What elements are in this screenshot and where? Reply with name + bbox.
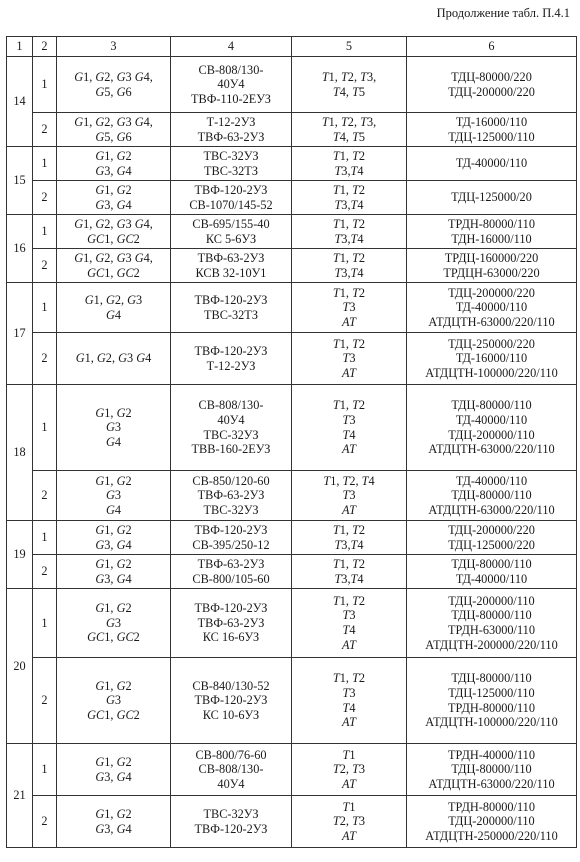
table-row [7,333,577,385]
variant-number-cell: 1 [33,589,57,658]
transformers-cell: T1, T2 T3 T4 AT [292,658,407,744]
header-cell: 5 [292,37,407,57]
variant-number-cell: 2 [33,796,57,848]
transformers-cell: T1 T2, T3 AT [292,744,407,796]
table-row [7,521,577,555]
generator-types-cell: ТВФ-63-2УЗ КСВ 32-10У1 [171,249,292,283]
variant-number-cell: 2 [33,555,57,589]
generator-types-cell: СВ-695/155-40 КС 5-6УЗ [171,215,292,249]
generator-types-cell: ТВФ-120-2УЗ ТВС-32ТЗ [171,283,292,333]
variant-number-cell: 2 [33,181,57,215]
transformer-models-cell: ТДЦ-80000/220 ТДЦ-200000/220 [407,57,577,113]
generator-types-cell: СВ-808/130- 40У4 ТВФ-110-2ЕУЗ [171,57,292,113]
variant-number-cell: 2 [33,658,57,744]
generators-cell: G1, G2, G3 G4 [57,333,171,385]
table-row [7,249,577,283]
generator-types-cell: Т-12-2УЗ ТВФ-63-2УЗ [171,113,292,147]
table-row [7,471,577,521]
generators-cell: G1, G2, G3 G4, G5, G6 [57,57,171,113]
scheme-number-cell: 21 [7,744,33,848]
transformer-models-cell: ТРДН-40000/110 ТДЦ-80000/110 АТДЦТН-63000/220/110 [407,744,577,796]
table-row [7,796,577,848]
transformers-cell: T1, T2 T3,T4 [292,249,407,283]
transformers-cell: T1, T2, T4 T3 AT [292,471,407,521]
generator-types-cell: СВ-800/76-60 СВ-808/130- 40У4 [171,744,292,796]
scheme-number-cell: 17 [7,283,33,385]
header-cell: 6 [407,37,577,57]
generators-cell: G1, G2, G3 G4, G5, G6 [57,113,171,147]
generators-cell: G1, G2 G3 G4 [57,385,171,471]
transformer-models-cell: ТД-40000/110 [407,147,577,181]
variant-number-cell: 1 [33,744,57,796]
transformer-models-cell: ТДЦ-250000/220 ТД-16000/110 АТДЦТН-100000/220/110 [407,333,577,385]
table-row [7,658,577,744]
transformers-cell: T1, T2 T3,T4 [292,181,407,215]
variant-number-cell: 2 [33,471,57,521]
generator-types-cell: ТВС-32УЗ ТВС-32ТЗ [171,147,292,181]
table-row [7,589,577,658]
transformer-models-cell: ТДЦ-80000/110 ТДЦ-125000/110 ТРДН-80000/110 АТДЦТН-100000/220/110 [407,658,577,744]
generators-cell: G1, G2 G3, G4 [57,181,171,215]
header-cell: 2 [33,37,57,57]
generator-types-cell: СВ-808/130- 40У4 ТВС-32УЗ ТВВ-160-2ЕУЗ [171,385,292,471]
table-row [7,744,577,796]
transformers-cell: T1, T2 T3,T4 [292,521,407,555]
table-row [7,215,577,249]
transformer-models-cell: ТДЦ-200000/110 ТДЦ-80000/110 ТРДН-63000/110 АТДЦТН-200000/220/110 [407,589,577,658]
table-caption: Продолжение табл. П.4.1 [436,6,570,20]
scheme-number-cell: 18 [7,385,33,521]
header-cell: 1 [7,37,33,57]
transformer-models-cell: ТДЦ-125000/20 [407,181,577,215]
generators-cell: G1, G2 G3 G4 [57,471,171,521]
variant-number-cell: 1 [33,283,57,333]
data-table [6,36,577,848]
transformer-models-cell: ТД-16000/110 ТДЦ-125000/110 [407,113,577,147]
generators-cell: G1, G2, G3 G4, GC1, GC2 [57,249,171,283]
variant-number-cell: 2 [33,333,57,385]
variant-number-cell: 1 [33,147,57,181]
variant-number-cell: 2 [33,249,57,283]
table-row [7,283,577,333]
scheme-number-cell: 19 [7,521,33,589]
table-body [7,37,577,848]
table-row [7,555,577,589]
generator-types-cell: ТВС-32УЗ ТВФ-120-2УЗ [171,796,292,848]
generator-types-cell: ТВФ-63-2УЗ СВ-800/105-60 [171,555,292,589]
transformer-models-cell: ТДЦ-80000/110 ТД-40000/110 ТДЦ-200000/110 АТДЦТН-63000/220/110 [407,385,577,471]
generators-cell: G1, G2 G3 GC1, GC2 [57,658,171,744]
variant-number-cell: 2 [33,113,57,147]
transformer-models-cell: ТРДН-80000/110 ТДН-16000/110 [407,215,577,249]
transformers-cell: T1, T2 T3,T4 [292,147,407,181]
table-row [7,113,577,147]
generator-types-cell: СВ-850/120-60 ТВФ-63-2УЗ ТВС-32УЗ [171,471,292,521]
variant-number-cell: 1 [33,215,57,249]
header-row [7,37,577,57]
table-row [7,385,577,471]
transformers-cell: T1, T2 T3 T4 AT [292,589,407,658]
variant-number-cell: 1 [33,521,57,555]
generators-cell: G1, G2 G3, G4 [57,796,171,848]
generators-cell: G1, G2, G3 G4, GC1, GC2 [57,215,171,249]
table-row [7,57,577,113]
transformers-cell: T1, T2, T3, T4, T5 [292,113,407,147]
generators-cell: G1, G2 G3, G4 [57,555,171,589]
generator-types-cell: СВ-840/130-52 ТВФ-120-2УЗ КС 10-6УЗ [171,658,292,744]
generator-types-cell: ТВФ-120-2УЗ СВ-395/250-12 [171,521,292,555]
transformers-cell: T1, T2 T3,T4 [292,555,407,589]
transformers-cell: T1, T2 T3 AT [292,283,407,333]
transformers-cell: T1, T2 T3 AT [292,333,407,385]
transformer-models-cell: ТД-40000/110 ТДЦ-80000/110 АТДЦТН-63000/220/110 [407,471,577,521]
transformers-cell: T1, T2, T3, T4, T5 [292,57,407,113]
header-cell: 3 [57,37,171,57]
scheme-number-cell: 20 [7,589,33,744]
transformer-models-cell: ТДЦ-80000/110 ТД-40000/110 [407,555,577,589]
generators-cell: G1, G2 G3, G4 [57,521,171,555]
generators-cell: G1, G2 G3 GC1, GC2 [57,589,171,658]
transformers-cell: T1, T2 T3,T4 [292,215,407,249]
table-row [7,181,577,215]
transformer-models-cell: ТРДЦ-160000/220 ТРДЦН-63000/220 [407,249,577,283]
generators-cell: G1, G2 G3, G4 [57,744,171,796]
transformers-cell: T1, T2 T3 T4 AT [292,385,407,471]
generators-cell: G1, G2, G3 G4 [57,283,171,333]
generator-types-cell: ТВФ-120-2УЗ СВ-1070/145-52 [171,181,292,215]
scheme-number-cell: 15 [7,147,33,215]
transformers-cell: T1 T2, T3 AT [292,796,407,848]
transformer-models-cell: ТРДН-80000/110 ТДЦ-200000/110 АТДЦТН-250000/220/110 [407,796,577,848]
header-cell: 4 [171,37,292,57]
scheme-number-cell: 16 [7,215,33,283]
transformer-models-cell: ТДЦ-200000/220 ТД-40000/110 АТДЦТН-63000/220/110 [407,283,577,333]
generator-types-cell: ТВФ-120-2УЗ ТВФ-63-2УЗ КС 16-6УЗ [171,589,292,658]
generator-types-cell: ТВФ-120-2УЗ Т-12-2УЗ [171,333,292,385]
scheme-number-cell: 14 [7,57,33,147]
transformer-models-cell: ТДЦ-200000/220 ТДЦ-125000/220 [407,521,577,555]
generators-cell: G1, G2 G3, G4 [57,147,171,181]
table-row [7,147,577,181]
variant-number-cell: 1 [33,57,57,113]
variant-number-cell: 1 [33,385,57,471]
